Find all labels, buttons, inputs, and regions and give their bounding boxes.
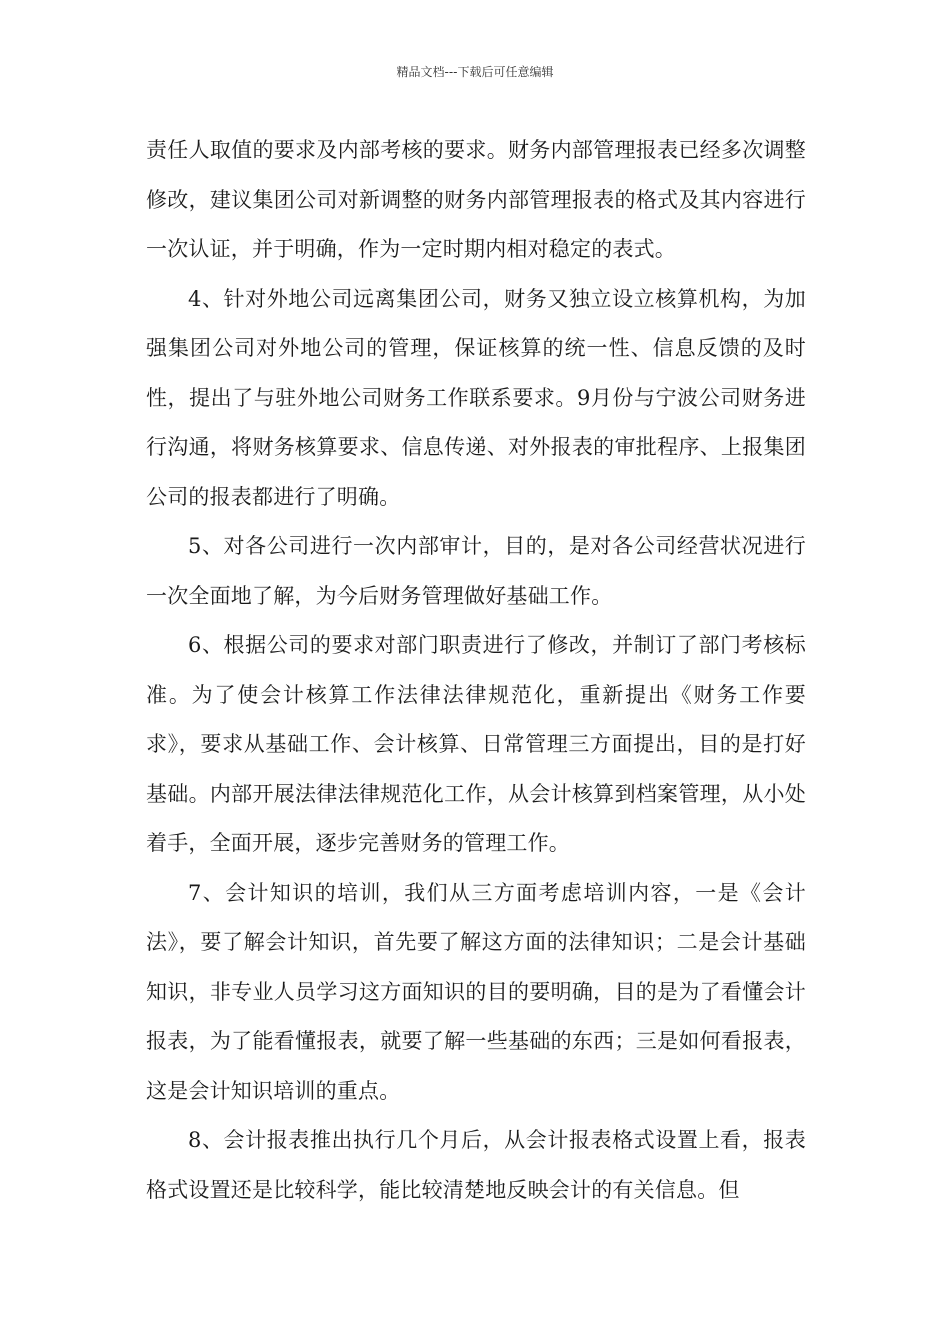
paragraph-item-5: 5、对各公司进行一次内部审计，目的，是对各公司经营状况进行一次全面地了解，为今后财务管理做好基础工作。	[146, 534, 806, 608]
paragraph-item-8: 8、会计报表推出执行几个月后，从会计报表格式设置上看，报表格式设置还是比较科学，能比较清楚地反映会计的有关信息。但	[146, 1128, 806, 1202]
paragraph-item-6: 6、根据公司的要求对部门职责进行了修改，并制订了部门考核标准。为了使会计核算工作法律法律规范化，重新提出《财务工作要求》，要求从基础工作、会计核算、日常管理三方面提出，目的是打好基础。内部开展法律法律规范化工作，从会计核算到档案管理，从小处着手，全面开展，逐步完善财务的管理工作。	[146, 633, 806, 855]
paragraph-continuation: 责任人取值的要求及内部考核的要求。财务内部管理报表已经多次调整修改，建议集团公司对新调整的财务内部管理报表的格式及其内容进行一次认证，并于明确，作为一定时期内相对稳定的表式。	[146, 138, 806, 261]
paragraph-item-4: 4、针对外地公司远离集团公司，财务又独立设立核算机构，为加强集团公司对外地公司的管理，保证核算的统一性、信息反馈的及时性，提出了与驻外地公司财务工作联系要求。9月份与宁波公司财务进行沟通，将财务核算要求、信息传递、对外报表的审批程序、上报集团公司的报表都进行了明确。	[146, 286, 806, 509]
paragraph-item-7: 7、会计知识的培训，我们从三方面考虑培训内容，一是《会计法》，要了解会计知识，首先要了解这方面的法律知识；二是会计基础知识，非专业人员学习这方面知识的目的要明确，目的是为了看懂会计报表，为了能看懂报表，就要了解一些基础的东西；三是如何看报表，这是会计知识培训的重点。	[146, 880, 806, 1103]
page-header: 精品文档---下载后可任意编辑	[396, 65, 554, 79]
document-body	[146, 126, 806, 1215]
